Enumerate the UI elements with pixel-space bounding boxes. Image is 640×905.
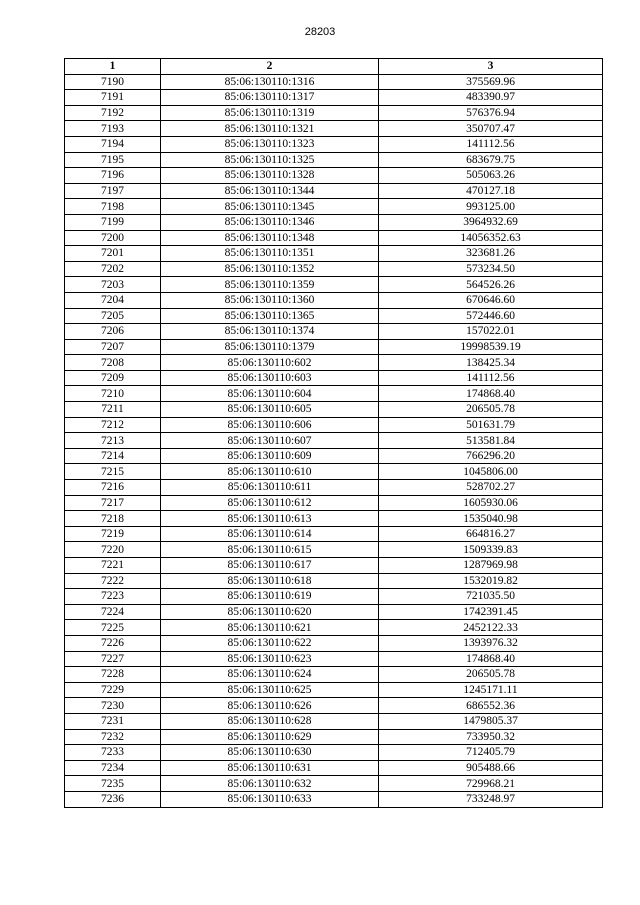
value-cell: 174868.40 bbox=[379, 386, 603, 402]
column-header-1: 1 bbox=[65, 59, 161, 75]
table-row bbox=[65, 620, 603, 636]
cadastral-number-cell: 85:06:130110:625 bbox=[161, 682, 379, 698]
table-row bbox=[65, 573, 603, 589]
table-row bbox=[65, 308, 603, 324]
value-cell: 733950.32 bbox=[379, 729, 603, 745]
row-number-cell: 7218 bbox=[65, 511, 161, 527]
cadastral-number-cell: 85:06:130110:602 bbox=[161, 355, 379, 371]
cadastral-number-cell: 85:06:130110:631 bbox=[161, 760, 379, 776]
table-row bbox=[65, 464, 603, 480]
cadastral-number-cell: 85:06:130110:607 bbox=[161, 433, 379, 449]
table-row bbox=[65, 791, 603, 807]
row-number-cell: 7194 bbox=[65, 136, 161, 152]
row-number-cell: 7204 bbox=[65, 292, 161, 308]
value-cell: 1045806.00 bbox=[379, 464, 603, 480]
cadastral-number-cell: 85:06:130110:1345 bbox=[161, 199, 379, 215]
value-cell: 905488.66 bbox=[379, 760, 603, 776]
value-cell: 3964932.69 bbox=[379, 214, 603, 230]
cadastral-number-cell: 85:06:130110:1360 bbox=[161, 292, 379, 308]
row-number-cell: 7234 bbox=[65, 760, 161, 776]
cadastral-number-cell: 85:06:130110:1317 bbox=[161, 90, 379, 106]
table-row bbox=[65, 355, 603, 371]
cadastral-number-cell: 85:06:130110:1365 bbox=[161, 308, 379, 324]
value-cell: 729968.21 bbox=[379, 776, 603, 792]
value-cell: 573234.50 bbox=[379, 261, 603, 277]
cadastral-number-cell: 85:06:130110:617 bbox=[161, 558, 379, 574]
value-cell: 513581.84 bbox=[379, 433, 603, 449]
value-cell: 572446.60 bbox=[379, 308, 603, 324]
value-cell: 686552.36 bbox=[379, 698, 603, 714]
value-cell: 766296.20 bbox=[379, 448, 603, 464]
table-row bbox=[65, 370, 603, 386]
table-row bbox=[65, 495, 603, 511]
table-row bbox=[65, 246, 603, 262]
value-cell: 712405.79 bbox=[379, 745, 603, 761]
cadastral-number-cell: 85:06:130110:620 bbox=[161, 604, 379, 620]
value-cell: 138425.34 bbox=[379, 355, 603, 371]
table-row bbox=[65, 168, 603, 184]
row-number-cell: 7203 bbox=[65, 277, 161, 293]
table-row bbox=[65, 386, 603, 402]
row-number-cell: 7217 bbox=[65, 495, 161, 511]
table-row bbox=[65, 558, 603, 574]
cadastral-number-cell: 85:06:130110:613 bbox=[161, 511, 379, 527]
table-row bbox=[65, 277, 603, 293]
row-number-cell: 7220 bbox=[65, 542, 161, 558]
value-cell: 501631.79 bbox=[379, 417, 603, 433]
value-cell: 1605930.06 bbox=[379, 495, 603, 511]
value-cell: 528702.27 bbox=[379, 480, 603, 496]
cadastral-number-cell: 85:06:130110:606 bbox=[161, 417, 379, 433]
row-number-cell: 7198 bbox=[65, 199, 161, 215]
row-number-cell: 7226 bbox=[65, 635, 161, 651]
table-row bbox=[65, 729, 603, 745]
value-cell: 664816.27 bbox=[379, 526, 603, 542]
table-row bbox=[65, 152, 603, 168]
cadastral-number-cell: 85:06:130110:1348 bbox=[161, 230, 379, 246]
row-number-cell: 7216 bbox=[65, 480, 161, 496]
cadastral-number-cell: 85:06:130110:624 bbox=[161, 667, 379, 683]
value-cell: 157022.01 bbox=[379, 324, 603, 340]
table-row bbox=[65, 214, 603, 230]
table-row bbox=[65, 90, 603, 106]
table-header-row bbox=[65, 59, 603, 75]
row-number-cell: 7193 bbox=[65, 121, 161, 137]
row-number-cell: 7230 bbox=[65, 698, 161, 714]
value-cell: 670646.60 bbox=[379, 292, 603, 308]
row-number-cell: 7206 bbox=[65, 324, 161, 340]
row-number-cell: 7235 bbox=[65, 776, 161, 792]
cadastral-number-cell: 85:06:130110:1323 bbox=[161, 136, 379, 152]
cadastral-number-cell: 85:06:130110:622 bbox=[161, 635, 379, 651]
value-cell: 141112.56 bbox=[379, 370, 603, 386]
column-header-3: 3 bbox=[379, 59, 603, 75]
row-number-cell: 7236 bbox=[65, 791, 161, 807]
row-number-cell: 7219 bbox=[65, 526, 161, 542]
value-cell: 1535040.98 bbox=[379, 511, 603, 527]
value-cell: 564526.26 bbox=[379, 277, 603, 293]
cadastral-number-cell: 85:06:130110:621 bbox=[161, 620, 379, 636]
row-number-cell: 7229 bbox=[65, 682, 161, 698]
value-cell: 206505.78 bbox=[379, 667, 603, 683]
cadastral-number-cell: 85:06:130110:1325 bbox=[161, 152, 379, 168]
value-cell: 350707.47 bbox=[379, 121, 603, 137]
row-number-cell: 7210 bbox=[65, 386, 161, 402]
value-cell: 993125.00 bbox=[379, 199, 603, 215]
cadastral-number-cell: 85:06:130110:632 bbox=[161, 776, 379, 792]
table-row bbox=[65, 121, 603, 137]
row-number-cell: 7209 bbox=[65, 370, 161, 386]
cadastral-number-cell: 85:06:130110:1351 bbox=[161, 246, 379, 262]
value-cell: 576376.94 bbox=[379, 105, 603, 121]
cadastral-number-cell: 85:06:130110:615 bbox=[161, 542, 379, 558]
value-cell: 683679.75 bbox=[379, 152, 603, 168]
cadastral-number-cell: 85:06:130110:629 bbox=[161, 729, 379, 745]
cadastral-number-cell: 85:06:130110:611 bbox=[161, 480, 379, 496]
value-cell: 19998539.19 bbox=[379, 339, 603, 355]
cadastral-number-cell: 85:06:130110:612 bbox=[161, 495, 379, 511]
cadastral-number-cell: 85:06:130110:1319 bbox=[161, 105, 379, 121]
value-cell: 470127.18 bbox=[379, 183, 603, 199]
table-row bbox=[65, 511, 603, 527]
row-number-cell: 7191 bbox=[65, 90, 161, 106]
row-number-cell: 7190 bbox=[65, 74, 161, 90]
table-row bbox=[65, 713, 603, 729]
table-row bbox=[65, 339, 603, 355]
value-cell: 1393976.32 bbox=[379, 635, 603, 651]
row-number-cell: 7213 bbox=[65, 433, 161, 449]
table-row bbox=[65, 635, 603, 651]
table-row bbox=[65, 448, 603, 464]
value-cell: 375569.96 bbox=[379, 74, 603, 90]
cadastral-number-cell: 85:06:130110:614 bbox=[161, 526, 379, 542]
table-row bbox=[65, 542, 603, 558]
table-row bbox=[65, 433, 603, 449]
row-number-cell: 7222 bbox=[65, 573, 161, 589]
table-row bbox=[65, 417, 603, 433]
table-row bbox=[65, 402, 603, 418]
table-row bbox=[65, 651, 603, 667]
cadastral-number-cell: 85:06:130110:619 bbox=[161, 589, 379, 605]
table-row bbox=[65, 698, 603, 714]
row-number-cell: 7208 bbox=[65, 355, 161, 371]
table-row bbox=[65, 292, 603, 308]
row-number-cell: 7221 bbox=[65, 558, 161, 574]
table-body bbox=[65, 74, 603, 807]
value-cell: 1479805.37 bbox=[379, 713, 603, 729]
cadastral-number-cell: 85:06:130110:1352 bbox=[161, 261, 379, 277]
table-row bbox=[65, 105, 603, 121]
table-row bbox=[65, 745, 603, 761]
table-row bbox=[65, 230, 603, 246]
row-number-cell: 7197 bbox=[65, 183, 161, 199]
table-row bbox=[65, 776, 603, 792]
value-cell: 721035.50 bbox=[379, 589, 603, 605]
table-row bbox=[65, 74, 603, 90]
table-row bbox=[65, 136, 603, 152]
row-number-cell: 7196 bbox=[65, 168, 161, 184]
table-row bbox=[65, 183, 603, 199]
row-number-cell: 7205 bbox=[65, 308, 161, 324]
table-row bbox=[65, 324, 603, 340]
cadastral-number-cell: 85:06:130110:1344 bbox=[161, 183, 379, 199]
row-number-cell: 7224 bbox=[65, 604, 161, 620]
value-cell: 323681.26 bbox=[379, 246, 603, 262]
row-number-cell: 7227 bbox=[65, 651, 161, 667]
cadastral-number-cell: 85:06:130110:1328 bbox=[161, 168, 379, 184]
row-number-cell: 7232 bbox=[65, 729, 161, 745]
row-number-cell: 7195 bbox=[65, 152, 161, 168]
cadastral-number-cell: 85:06:130110:609 bbox=[161, 448, 379, 464]
cadastral-number-cell: 85:06:130110:1359 bbox=[161, 277, 379, 293]
row-number-cell: 7233 bbox=[65, 745, 161, 761]
row-number-cell: 7192 bbox=[65, 105, 161, 121]
value-cell: 1245171.11 bbox=[379, 682, 603, 698]
table-row bbox=[65, 667, 603, 683]
row-number-cell: 7201 bbox=[65, 246, 161, 262]
cadastral-number-cell: 85:06:130110:1379 bbox=[161, 339, 379, 355]
value-cell: 2452122.33 bbox=[379, 620, 603, 636]
cadastral-number-cell: 85:06:130110:626 bbox=[161, 698, 379, 714]
value-cell: 14056352.63 bbox=[379, 230, 603, 246]
cadastral-number-cell: 85:06:130110:633 bbox=[161, 791, 379, 807]
value-cell: 1742391.45 bbox=[379, 604, 603, 620]
cadastral-number-cell: 85:06:130110:630 bbox=[161, 745, 379, 761]
cadastral-number-cell: 85:06:130110:623 bbox=[161, 651, 379, 667]
value-cell: 483390.97 bbox=[379, 90, 603, 106]
cadastral-number-cell: 85:06:130110:1316 bbox=[161, 74, 379, 90]
page-number: 28203 bbox=[304, 26, 336, 38]
row-number-cell: 7207 bbox=[65, 339, 161, 355]
row-number-cell: 7231 bbox=[65, 713, 161, 729]
table-row bbox=[65, 589, 603, 605]
table-row bbox=[65, 760, 603, 776]
table-row bbox=[65, 604, 603, 620]
value-cell: 505063.26 bbox=[379, 168, 603, 184]
value-cell: 733248.97 bbox=[379, 791, 603, 807]
table-row bbox=[65, 199, 603, 215]
cadastral-number-cell: 85:06:130110:1374 bbox=[161, 324, 379, 340]
cadastral-number-cell: 85:06:130110:628 bbox=[161, 713, 379, 729]
table-row bbox=[65, 526, 603, 542]
row-number-cell: 7228 bbox=[65, 667, 161, 683]
row-number-cell: 7200 bbox=[65, 230, 161, 246]
row-number-cell: 7212 bbox=[65, 417, 161, 433]
table-row bbox=[65, 261, 603, 277]
value-cell: 1287969.98 bbox=[379, 558, 603, 574]
cadastral-number-cell: 85:06:130110:603 bbox=[161, 370, 379, 386]
table-row bbox=[65, 480, 603, 496]
cadastral-number-cell: 85:06:130110:1321 bbox=[161, 121, 379, 137]
cadastral-number-cell: 85:06:130110:604 bbox=[161, 386, 379, 402]
row-number-cell: 7215 bbox=[65, 464, 161, 480]
value-cell: 174868.40 bbox=[379, 651, 603, 667]
row-number-cell: 7225 bbox=[65, 620, 161, 636]
row-number-cell: 7223 bbox=[65, 589, 161, 605]
value-cell: 206505.78 bbox=[379, 402, 603, 418]
row-number-cell: 7211 bbox=[65, 402, 161, 418]
data-table bbox=[64, 58, 603, 808]
value-cell: 1509339.83 bbox=[379, 542, 603, 558]
table-row bbox=[65, 682, 603, 698]
row-number-cell: 7202 bbox=[65, 261, 161, 277]
cadastral-number-cell: 85:06:130110:610 bbox=[161, 464, 379, 480]
value-cell: 141112.56 bbox=[379, 136, 603, 152]
cadastral-number-cell: 85:06:130110:605 bbox=[161, 402, 379, 418]
cadastral-number-cell: 85:06:130110:618 bbox=[161, 573, 379, 589]
value-cell: 1532019.82 bbox=[379, 573, 603, 589]
cadastral-number-cell: 85:06:130110:1346 bbox=[161, 214, 379, 230]
column-header-2: 2 bbox=[161, 59, 379, 75]
row-number-cell: 7214 bbox=[65, 448, 161, 464]
row-number-cell: 7199 bbox=[65, 214, 161, 230]
